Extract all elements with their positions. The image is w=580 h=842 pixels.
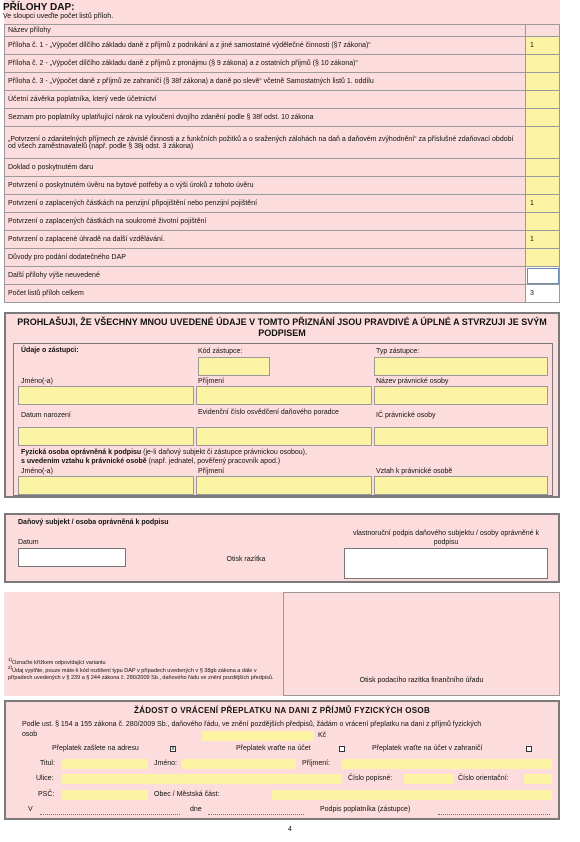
- note-1: $^{1)}$Označte křížkem odpovídající variantu: [8, 657, 106, 666]
- opt-account-label: Přeplatek vraťte na účet: [236, 745, 311, 752]
- attachment-row: [5, 73, 560, 91]
- last-name-field[interactable]: [342, 759, 552, 769]
- attachment-name: Příloha č. 1 - „Výpočet dílčího základu daně z příjmů z podnikání a z jiné samostatné výdělečné činnosti (§7 zákona)“: [5, 37, 526, 55]
- attachment-name: Potvrzení o zaplacené úhradě na další vzdělávání.: [5, 231, 526, 249]
- dob-label: Datum narození: [21, 412, 71, 419]
- representative-type-field[interactable]: [374, 357, 548, 376]
- notes-area: [4, 592, 560, 696]
- signature-section: [4, 513, 560, 583]
- street-field[interactable]: [62, 774, 342, 784]
- title-label: Titul:: [40, 760, 55, 767]
- opt-address-checkbox[interactable]: x: [171, 746, 175, 752]
- attachment-row: [5, 213, 560, 231]
- attachment-row: [5, 37, 560, 55]
- place-line[interactable]: [40, 814, 180, 815]
- signature-title: Daňový subjekt / osoba oprávněná k podpisu: [18, 519, 169, 526]
- page-number: 4: [288, 826, 292, 833]
- currency-label: Kč: [318, 732, 327, 739]
- opt-account-checkbox[interactable]: [339, 746, 345, 752]
- date-signed-label: dne: [190, 806, 202, 813]
- attachment-count-field[interactable]: [526, 249, 560, 267]
- attachments-title: PŘÍLOHY DAP:: [3, 2, 75, 13]
- orient-number-field[interactable]: [524, 774, 552, 784]
- signature-field[interactable]: [344, 548, 548, 579]
- refund-section: [4, 700, 560, 820]
- attachment-name: Další přílohy výše neuvedené: [5, 267, 526, 285]
- attachment-row: [5, 267, 560, 285]
- attachment-name: Seznam pro poplatníky uplatňující nárok na vyloučení dvojího zdanění podle § 38f odst. 10 zákona: [5, 109, 526, 127]
- signer-rest: (je-li daňový subjekt či zástupce právnickou osobou),: [143, 449, 307, 456]
- attachment-row: [5, 231, 560, 249]
- surname2-label: Příjmení: [198, 468, 225, 475]
- attachment-count-field[interactable]: 1: [526, 37, 560, 55]
- attachment-name: „Potvrzení o zdanitelných příjmech ze závislé činnosti a z funkčních požitků a o sražených zálohách na daň a daňovém zvýhodnění“ za příslušné zdaňovací období od všech zaměstnavatelů (např. podle § 38j odst. 3 zákona): [5, 127, 526, 159]
- city-label: Obec / Městská část:: [154, 791, 220, 798]
- attachment-count-field[interactable]: [526, 159, 560, 177]
- zip-label: PSČ:: [38, 791, 55, 798]
- relation-field[interactable]: [374, 476, 548, 495]
- attachment-count-field[interactable]: 1: [526, 195, 560, 213]
- code-label: Kód zástupce:: [198, 348, 243, 355]
- date-field[interactable]: [18, 548, 126, 567]
- ico-label: IČ právnické osoby: [376, 412, 436, 419]
- attachments-header: Název přílohy: [5, 25, 526, 37]
- refund-text: Podle ust. § 154 a 155 zákona č. 280/2009 Sb., daňového řádu, ve znění pozdějších předpisů, žádám o vrácení přeplatku na dani z příjmů fyzických osob: [22, 721, 482, 738]
- attachment-name: Příloha č. 2 - „Výpočet dílčího základu daně z příjmů z pronájmu (§ 9 zákona) a z ostatních příjmů (§ 10 zákona)“: [5, 55, 526, 73]
- first-name-label: Jméno:: [154, 760, 177, 767]
- attachment-count-field[interactable]: [526, 267, 560, 285]
- own-signature-label: vlastnoruční podpis daňového subjektu / osoby oprávněné k podpisu: [352, 530, 539, 546]
- legal-name-field[interactable]: [374, 386, 548, 405]
- attachment-count-field[interactable]: [526, 55, 560, 73]
- attachment-row: [5, 249, 560, 267]
- representative-name-field[interactable]: [18, 386, 194, 405]
- opt-foreign-label: Přeplatek vraťte na účet v zahraničí: [372, 745, 483, 752]
- legal-name-label: Název právnické osoby: [376, 378, 449, 385]
- stamp-label: Otisk razítka: [226, 556, 266, 563]
- signer-name-field[interactable]: [18, 476, 194, 495]
- office-stamp-box: [283, 592, 560, 696]
- relation-rest: (např. jednatel, pověřený pracovník apod.): [148, 458, 281, 465]
- attachment-row: [5, 159, 560, 177]
- zip-field[interactable]: [62, 790, 148, 800]
- attachment-count-field[interactable]: [526, 213, 560, 231]
- signer-note: [21, 448, 541, 466]
- attachment-name: Potvrzení o zaplacených částkách na penzijní připojištění nebo penzijní pojištění: [5, 195, 526, 213]
- attachment-count-field[interactable]: [526, 91, 560, 109]
- attachment-name: Důvody pro podání dodatečného DAP: [5, 249, 526, 267]
- relation-label: Vztah k právnické osobě: [376, 468, 453, 475]
- refund-amount-field[interactable]: [202, 731, 314, 741]
- note-2: $^{2)}$Údaj vyplňte, pouze máte-li kód rozlišení typu DAP v případech uvedených v § 38gb zákona a dále v případech uvedených v § 239 a § 244 zákona č. 280/2009 Sb., daňového řádu ve znění pozdějších předpisů.: [8, 665, 274, 681]
- taxpayer-signature-label: Podpis poplatníka (zástupce): [320, 806, 411, 813]
- attachment-row: [5, 55, 560, 73]
- attachment-count-field[interactable]: 1: [526, 231, 560, 249]
- signer-bold: Fyzická osoba oprávněná k podpisu: [21, 449, 142, 456]
- count-header: [526, 25, 560, 37]
- last-name-label: Příjmení:: [302, 760, 331, 767]
- declaration-title: PROHLAŠUJI, ŽE VŠECHNY MNOU UVEDENÉ ÚDAJE V TOMTO PŘIZNÁNÍ JSOU PRAVDIVÉ A ÚPLNÉ A STVRZUJI JE SVÝM PODPISEM: [17, 317, 547, 338]
- attachment-row: [5, 177, 560, 195]
- taxpayer-signature-line[interactable]: [438, 814, 550, 815]
- attachment-row: [5, 195, 560, 213]
- attachment-row: [5, 109, 560, 127]
- attachment-row: [5, 285, 560, 303]
- tax-adviser-label: Evidenční číslo osvědčení daňového poradce: [198, 409, 339, 416]
- surname-label: Příjmení: [198, 378, 225, 385]
- title-field[interactable]: [62, 759, 148, 769]
- attachment-count-field[interactable]: [526, 109, 560, 127]
- attachment-name: Potvrzení o zaplacených částkách na soukromé životní pojištění: [5, 213, 526, 231]
- date-label: Datum: [18, 539, 39, 546]
- attachment-name: Příloha č. 3 - „Výpočet daně z příjmů ze zahraničí (§ 38f zákona) a daně po slevě“ včetně Samostatných listů 1. oddílu: [5, 73, 526, 91]
- tax-adviser-field[interactable]: [196, 427, 372, 446]
- house-number-label: Číslo popisné:: [348, 775, 393, 782]
- representative-label: Údaje o zástupci:: [21, 347, 79, 354]
- representative-code-field[interactable]: [198, 357, 270, 376]
- representative-surname-field[interactable]: [196, 386, 372, 405]
- attachments-subtitle: Ve sloupci uveďte počet listů příloh.: [3, 13, 114, 20]
- attachment-count-field[interactable]: 3: [526, 285, 560, 303]
- ico-field[interactable]: [374, 427, 548, 446]
- type-label: Typ zástupce:: [376, 348, 420, 355]
- attachment-count-field[interactable]: [526, 127, 560, 159]
- place-label: V: [28, 806, 33, 813]
- refund-title: ŽÁDOST O VRÁCENÍ PŘEPLATKU NA DANI Z PŘÍJMŮ FYZICKÝCH OSOB: [133, 706, 431, 715]
- house-number-field[interactable]: [404, 774, 454, 784]
- street-label: Ulice:: [36, 775, 54, 782]
- attachment-name: Počet listů příloh celkem: [5, 285, 526, 303]
- first-name-field[interactable]: [182, 759, 296, 769]
- opt-foreign-checkbox[interactable]: [526, 746, 532, 752]
- name2-label: Jméno(-a): [21, 468, 53, 475]
- attachment-row: [5, 91, 560, 109]
- attachment-count-field[interactable]: [526, 73, 560, 91]
- dob-field[interactable]: [18, 427, 194, 446]
- declaration-section: [4, 312, 560, 498]
- attachments-table: [4, 24, 560, 303]
- opt-address-label: Přeplatek zašlete na adresu: [52, 745, 139, 752]
- attachment-name: Potvrzení o poskytnutém úvěru na bytové potřeby a o výši úroků z tohoto úvěru: [5, 177, 526, 195]
- date-signed-line[interactable]: [208, 814, 304, 815]
- relation-bold: s uvedením vztahu k právnické osobě: [21, 458, 147, 465]
- name-label: Jméno(-a): [21, 378, 53, 385]
- attachment-count-field[interactable]: [526, 177, 560, 195]
- orient-number-label: Číslo orientační:: [458, 775, 509, 782]
- city-field[interactable]: [272, 790, 552, 800]
- office-stamp-caption: Otisk podacího razítka finančního úřadu: [359, 677, 484, 684]
- attachment-name: Účetní závěrka poplatníka, který vede účetnictví: [5, 91, 526, 109]
- attachment-row: [5, 127, 560, 159]
- representative-box: [13, 343, 553, 496]
- attachment-name: Doklad o poskytnutém daru: [5, 159, 526, 177]
- signer-surname-field[interactable]: [196, 476, 372, 495]
